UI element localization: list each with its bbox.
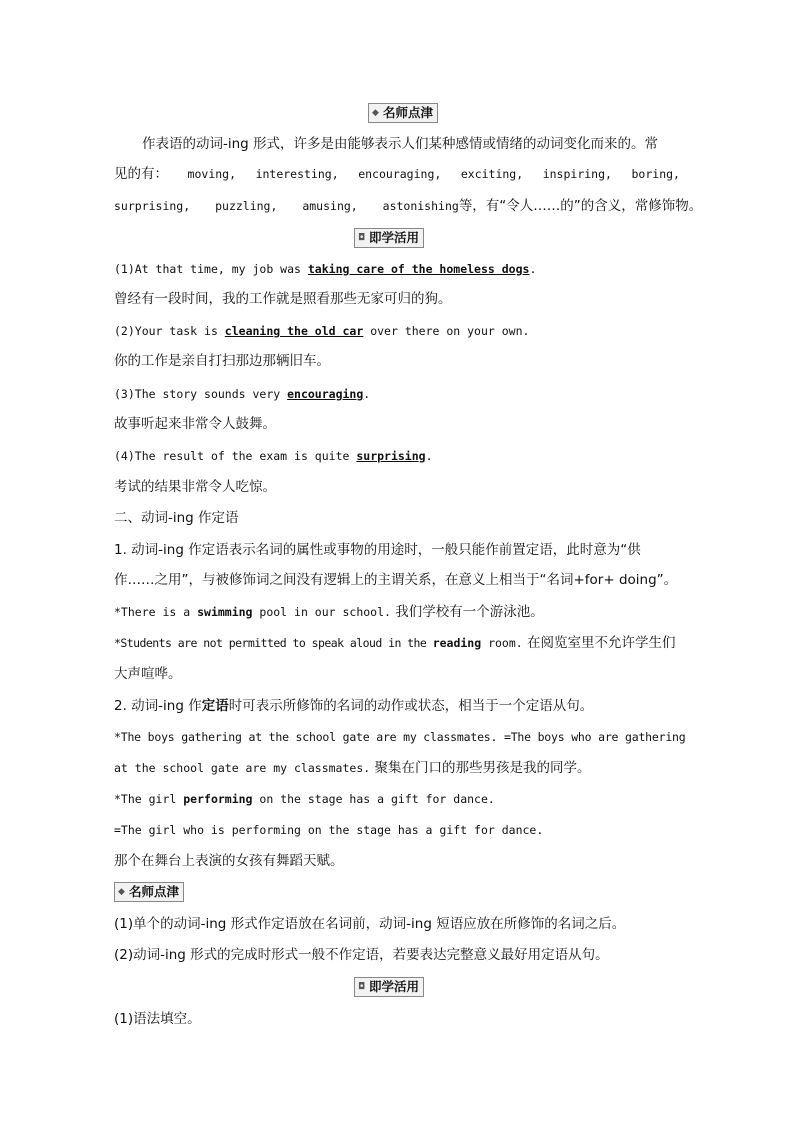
section-heading: 二、动词-ing 作定语 <box>114 510 239 526</box>
rule-1-line-2: 作……之用”，与被修饰词之间没有逻辑上的主谓关系，在意义上相当于“名词+for+ doing”。 <box>114 572 678 588</box>
intro-line-3 <box>114 196 702 216</box>
word-exciting: exciting, <box>460 167 524 181</box>
intro-line-2 <box>114 164 680 184</box>
word-interesting: interesting, <box>255 167 339 181</box>
answer-4: surprising <box>356 449 426 463</box>
tip-label-text: 即学活用 <box>369 230 420 245</box>
tip-label-mingshi <box>368 103 438 123</box>
word-amusing: amusing, <box>302 199 358 213</box>
word-encouraging: encouraging, <box>358 167 442 181</box>
example-3-translation: 故事听起来非常令人鼓舞。 <box>114 416 276 432</box>
word-astonishing: astonishing <box>382 199 459 213</box>
note-1: (1)单个的动词-ing 形式作定语放在名词前，动词-ing 短语应放在所修饰的名词之后。 <box>114 916 626 932</box>
answer-2: cleaning the old car <box>224 324 364 338</box>
sample-swimming: *There is a swimming pool in our school. 我们学校有一个游泳池。 <box>114 604 544 620</box>
answer-1: taking care of the homeless dogs <box>307 262 530 276</box>
example-1-translation: 曾经有一段时间，我的工作就是照看那些无家可归的狗。 <box>114 291 452 307</box>
exercise-heading: (1)语法填空。 <box>114 1011 201 1027</box>
intro-suffix: 等，有“令人……的”的含义，常修饰物。 <box>458 198 703 214</box>
square-icon: ◘ <box>358 982 366 992</box>
word-boring: boring, <box>631 167 680 181</box>
sample-gathering-2: at the school gate are my classmates. 聚集在门口的那些男孩是我的同学。 <box>114 760 591 776</box>
tip-label-text: 即学活用 <box>369 979 420 994</box>
sample-gathering-1: *The boys gathering at the school gate are my classmates. =The boys who are gathering <box>114 730 686 744</box>
word-inspiring: inspiring, <box>542 167 612 181</box>
example-4: (4)The result of the exam is quite surprising. <box>114 449 433 463</box>
intro-prefix: 见的有： <box>114 166 168 182</box>
example-2: (2)Your task is cleaning the old car over there on your own. <box>114 324 530 338</box>
answer-3: encouraging <box>287 387 364 401</box>
example-3: (3)The story sounds very encouraging. <box>114 387 371 401</box>
tip-label-mingshi <box>114 882 184 902</box>
note-2: (2)动词-ing 形式的完成时形式一般不作定语，若要表达完整意义最好用定语从句。 <box>114 947 609 963</box>
diamond-icon: ◆ <box>372 108 379 118</box>
rule-1-line-1: 1. 动词-ing 作定语表示名词的属性或事物的用途时，一般只能作前置定语，此时意为“供 <box>114 542 641 558</box>
sample-reading-cont: 大声喧哗。 <box>114 666 182 682</box>
tip-label-jixue <box>354 228 424 248</box>
tip-label-text: 名师点津 <box>383 105 434 120</box>
sample-performing: *The girl performing on the stage has a gift for dance. <box>114 792 495 806</box>
tip-label-text: 名师点津 <box>129 884 180 899</box>
word-puzzling: puzzling, <box>215 199 278 213</box>
sample-performing-translation: 那个在舞台上表演的女孩有舞蹈天赋。 <box>114 853 344 869</box>
word-moving: moving, <box>187 167 237 181</box>
sample-reading: *Students are not permitted to speak aloud in the reading room. 在阅览室里不允许学生们 <box>114 635 676 651</box>
square-icon: ◘ <box>358 233 366 243</box>
sample-performing-rewrite: =The girl who is performing on the stage has a gift for dance. <box>114 823 544 837</box>
word-surprising: surprising, <box>114 199 191 213</box>
rule-2: 2. 动词-ing 作定语时可表示所修饰的名词的动作或状态，相当于一个定语从句。 <box>114 698 594 714</box>
example-2-translation: 你的工作是亲自打扫那边那辆旧车。 <box>114 353 330 369</box>
intro-line-1: 作表语的动词-ing 形式，许多是由能够表示人们某种感情或情绪的动词变化而来的。常 <box>142 136 659 152</box>
example-4-translation: 考试的结果非常令人吃惊。 <box>114 479 276 495</box>
tip-label-jixue <box>354 977 424 997</box>
diamond-icon: ◆ <box>118 887 125 897</box>
example-1: (1)At that time, my job was taking care of the homeless dogs. <box>114 262 537 276</box>
